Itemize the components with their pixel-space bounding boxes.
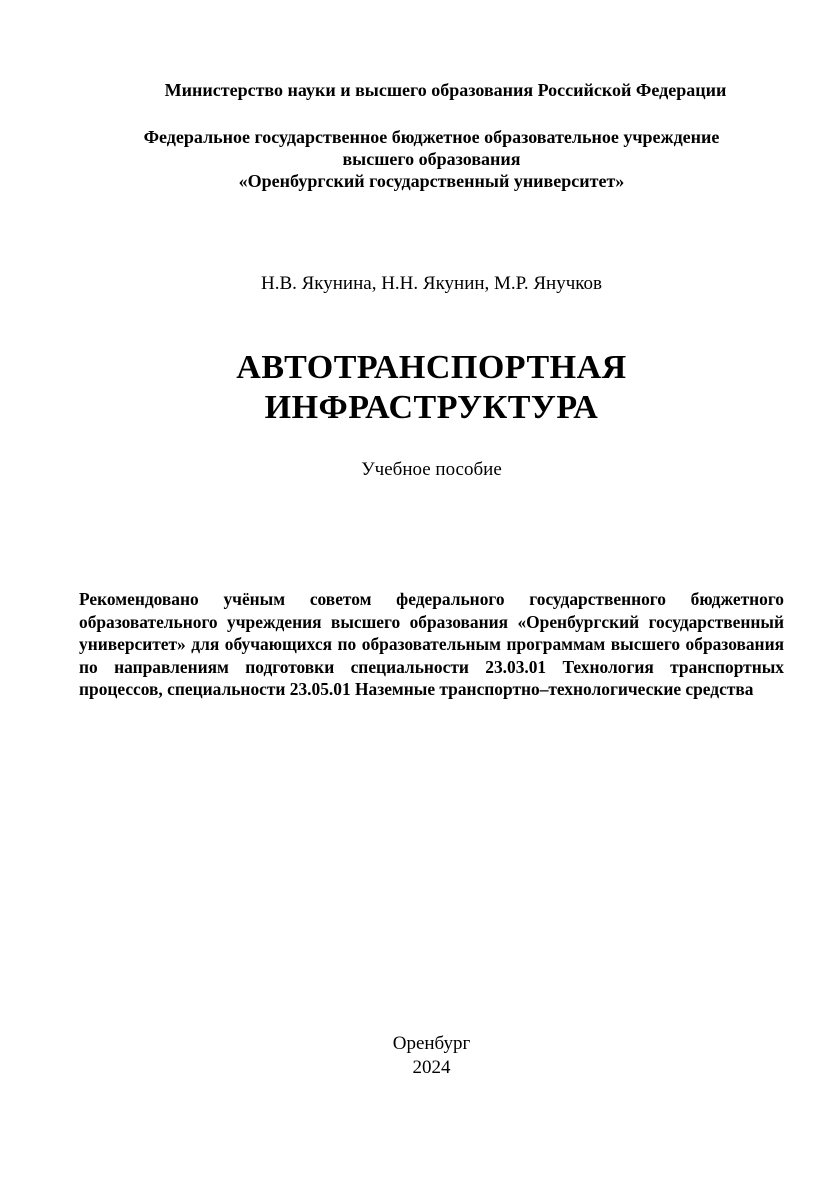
- authors: Н.В. Якунина, Н.Н. Якунин, М.Р. Янучков: [260, 273, 603, 294]
- book-title-line-1: АВТОТРАНСПОРТНАЯ: [236, 349, 627, 386]
- book-title: [14, 348, 835, 428]
- publication-city: Оренбург: [392, 1033, 471, 1054]
- ministry-heading: Министерство науки и высшего образования Российской Федерации: [164, 80, 727, 100]
- institution-line-2: высшего образования: [342, 149, 521, 169]
- book-title-line-2: ИНФРАСТРУКТУРА: [264, 389, 599, 426]
- institution-line-1: Федеральное государственное бюджетное образовательное учреждение: [143, 127, 720, 147]
- book-subtitle: Учебное пособие: [361, 459, 502, 480]
- publication-year: 2024: [412, 1057, 451, 1078]
- institution-heading: [14, 126, 835, 192]
- recommendation-paragraph: Рекомендовано учёным советом федерального государственного бюджетного образовательного учреждения высшего образования «Оренбургский государственный университет» для обучающихся по образовательным программам высшего образования по направлениям подготовки специальности 23.03.01 Технология транспортных процессов, специальности 23.05.01 Наземные транспортно–технологические средства: [79, 589, 784, 700]
- institution-line-3: «Оренбургский государственный университет»: [238, 171, 625, 191]
